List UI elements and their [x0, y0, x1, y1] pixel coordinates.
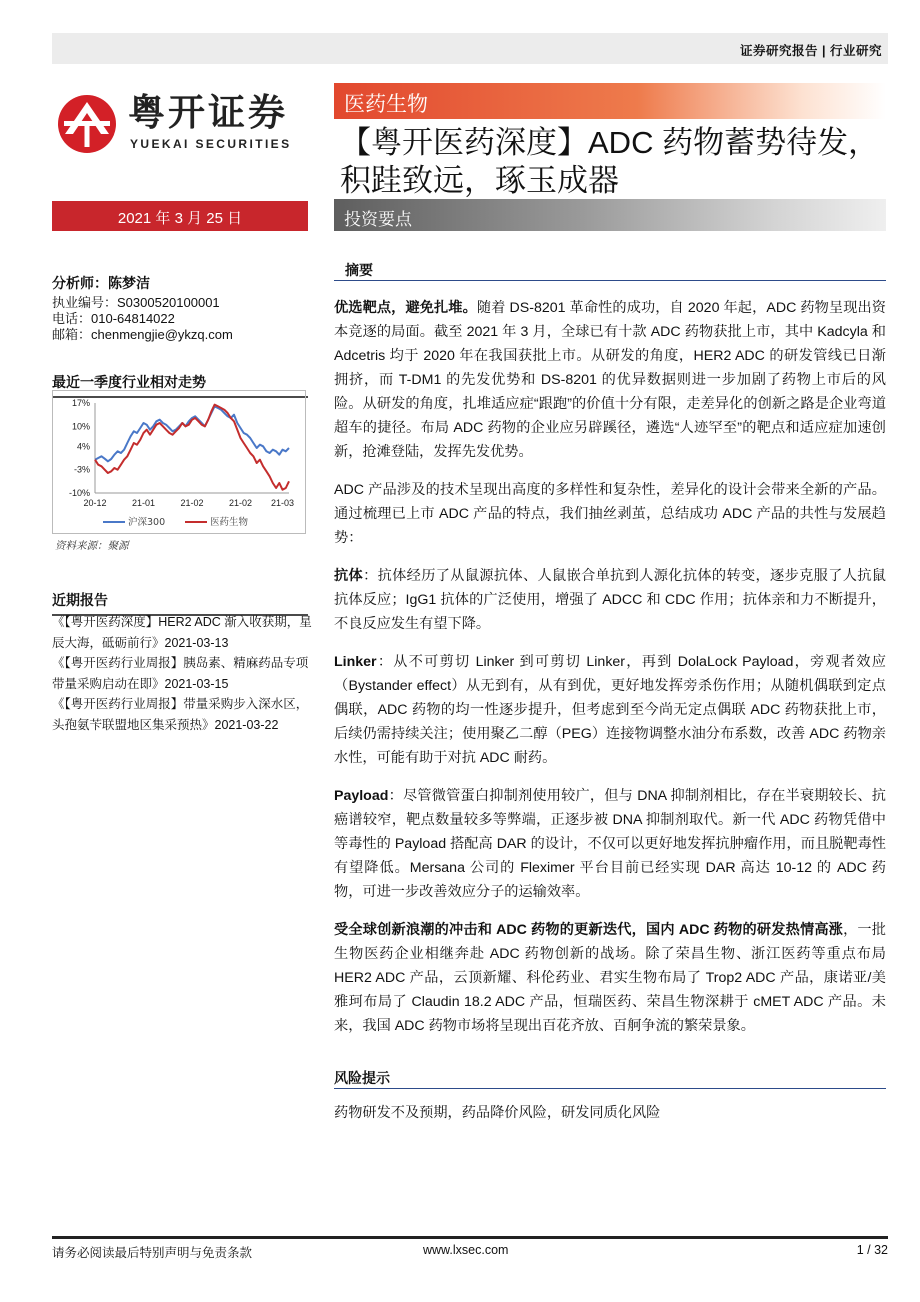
- recent-report-item[interactable]: 《【粤开医药行业周报】胰岛素、精麻药品专项带量采购启动在即》2021-03-15: [52, 656, 309, 691]
- footer-disclaimer[interactable]: 请务必阅读最后特别声明与免责条款: [52, 1246, 253, 1260]
- trend-chart: [52, 390, 306, 534]
- x-tick-label: 20-12: [83, 498, 107, 508]
- risk-heading: [334, 1068, 886, 1089]
- report-type-label: 证券研究报告 | 行业研究: [740, 44, 882, 58]
- report-title: 【粤开医药深度】ADC 药物蓄势待发，积跬致远，琢玉成器: [340, 125, 880, 198]
- paragraph-text: ：从不可剪切 Linker 到可剪切 Linker，再到 DolaLock Payload，旁观者效应（Bystander effect）从无到有，从有到优，更好地发挥旁杀伤作用；从随机偶联到定点偶联，ADC 药物的均一性逐步提升，但考虑到至今尚无定点偶联 ADC 药物获批上市，后续仍需持续关注；使用聚乙二醇（PEG）连接物调整水油分布系数，改善 ADC 药物亲水性，可能有助于对抗 ADC 耐药。: [334, 654, 886, 766]
- analyst-email: 邮箱：chenmengjie@ykzq.com: [52, 327, 233, 342]
- recent-report-item[interactable]: 《【粤开医药深度】HER2 ADC 渐入收获期，星辰大海，砥砺前行》2021-03-13: [52, 615, 312, 650]
- paragraph-lead: 受全球创新浪潮的冲击和 ADC 药物的更新迭代，国内 ADC 药物的研发热情高涨: [334, 922, 844, 938]
- report-date: 2021 年 3 月 25 日: [117, 210, 243, 227]
- y-tick-label: 10%: [71, 421, 90, 432]
- legend-label: 沪深300: [128, 517, 166, 528]
- trend-chart-title: 最近一季度行业相对走势: [52, 372, 308, 398]
- y-tick-label: 4%: [76, 441, 90, 452]
- header-bar: [52, 33, 888, 64]
- paragraph-lead: Linker: [334, 654, 377, 670]
- abstract-body: [334, 296, 886, 1052]
- paragraph-text: ：尽管微管蛋白抑制剂使用较广，但与 DNA 抑制剂相比，存在半衰期较长、抗癌谱较窄，靶点数量较多等弊端，正逐步被 DNA 抑制剂取代。新一代 ADC 药物凭借中等毒性的 Payload 搭配高 DAR 的设计，不仅可以更好地发挥抗肿瘤作用，而且脱靶毒性有望降低。Mersana 公司的 Fleximer 平台目前已经实现 DAR 高达 10-12 的 ADC 药物，可进一步改善效应分子的运输效率。: [334, 788, 886, 900]
- x-tick-label: 21-02: [228, 498, 253, 508]
- paragraph-lead: 抗体: [334, 568, 364, 584]
- footer-website[interactable]: www.lxsec.com: [423, 1243, 509, 1257]
- x-tick-label: 21-02: [180, 498, 204, 508]
- abstract-paragraph: [334, 784, 886, 904]
- analyst-name: 分析师：陈梦洁: [52, 275, 150, 291]
- analyst-phone: 电话：010-64814022: [52, 311, 175, 326]
- paragraph-text: ：抗体经历了从鼠源抗体、人鼠嵌合单抗到人源化抗体的转变，逐步克服了人抗鼠抗体反应；IgG1 抗体的广泛使用，增强了 ADCC 和 CDC 作用；抗体亲和力不断提升，不良反应发生有望下降。: [334, 568, 886, 632]
- y-tick-label: -10%: [68, 488, 90, 498]
- page-number: 1 / 32: [856, 1243, 888, 1257]
- abstract-paragraph: [334, 918, 886, 1038]
- footer-divider: [52, 1236, 888, 1239]
- abstract-paragraph: [334, 650, 886, 770]
- paragraph-text: 随着 DS-8201 革命性的成功，自 2020 年起，ADC 药物呈现出资本竞逐的局面。截至 2021 年 3 月，全球已有十款 ADC 药物获批上市，其中 Kadcyla 和 Adcetris 均于 2020 年在我国获批上市。从研发的角度，HER2 ADC 的研发管线已日渐拥挤，而 T-DM1 的先发优势和 DS-8201 的优异数据则进一步加剧了药物上市后的风险。从研发的角度，扎堆适应症“跟跑”的价值十分有限，走差异化的创新之路是企业弯道超车的捷径。布局 ADC 药物的企业应另辟蹊径，遴选“人迹罕至”的靶点和适应症加速创新，抢滩登陆，发挥先发优势。: [334, 300, 886, 460]
- abstract-paragraph: [334, 564, 886, 636]
- x-tick-label: 21-03: [271, 498, 295, 508]
- abstract-heading: [334, 260, 886, 281]
- recent-reports-title: 近期报告: [52, 590, 308, 616]
- risk-heading-label: 风险提示: [334, 1070, 390, 1086]
- date-banner: [52, 201, 308, 231]
- abstract-heading-label: 摘要: [345, 262, 373, 278]
- x-tick-label: 21-01: [131, 498, 156, 508]
- series-line: [95, 406, 289, 461]
- analyst-license: 执业编号：S0300520100001: [52, 295, 220, 310]
- sector-banner: [334, 83, 886, 119]
- key-points-label: 投资要点: [344, 210, 412, 229]
- abstract-paragraph: [334, 296, 886, 464]
- abstract-paragraph: ADC 产品涉及的技术呈现出高度的多样性和复杂性，差异化的设计会带来全新的产品。通过梳理已上市 ADC 产品的特点，我们抽丝剥茧，总结成功 ADC 产品的共性与发展趋势：: [334, 482, 886, 546]
- logo-name: 粤开证券: [128, 92, 288, 133]
- risk-text: 药物研发不及预期，药品降价风险，研发同质化风险: [334, 1105, 661, 1121]
- analyst-info: [52, 275, 312, 343]
- legend-label: 医药生物: [210, 517, 249, 528]
- trend-chart-svg: [53, 391, 305, 533]
- y-tick-label: 17%: [71, 398, 90, 408]
- paragraph-lead: 优选靶点，避免扎堆。: [334, 300, 477, 316]
- y-tick-label: -3%: [73, 464, 90, 475]
- recent-reports-list: [52, 612, 314, 735]
- company-logo: [56, 93, 316, 153]
- logo-emblem-icon: [56, 93, 118, 155]
- sector-label: 医药生物: [344, 93, 428, 116]
- chart-source: 资料来源：聚源: [55, 540, 129, 552]
- logo-english-name: YUEKAI SECURITIES: [130, 137, 292, 151]
- paragraph-text: ，一批生物医药企业相继奔赴 ADC 药物创新的战场。除了荣昌生物、浙江医药等重点布局 HER2 ADC 产品，云顶新耀、科伦药业、君实生物布局了 Trop2 ADC 产品，康诺亚/美雅珂布局了 Claudin 18.2 ADC 产品，恒瑞医药、荣昌生物深耕于 cMET ADC 产品。未来，我国 ADC 药物市场将呈现出百花齐放、百舸争流的繁荣景象。: [334, 922, 886, 1034]
- paragraph-lead: Payload: [334, 788, 389, 804]
- key-points-banner: [334, 199, 886, 231]
- recent-report-item[interactable]: 《【粤开医药行业周报】带量采购步入深水区，头孢氨苄联盟地区集采预热》2021-03-22: [52, 697, 309, 732]
